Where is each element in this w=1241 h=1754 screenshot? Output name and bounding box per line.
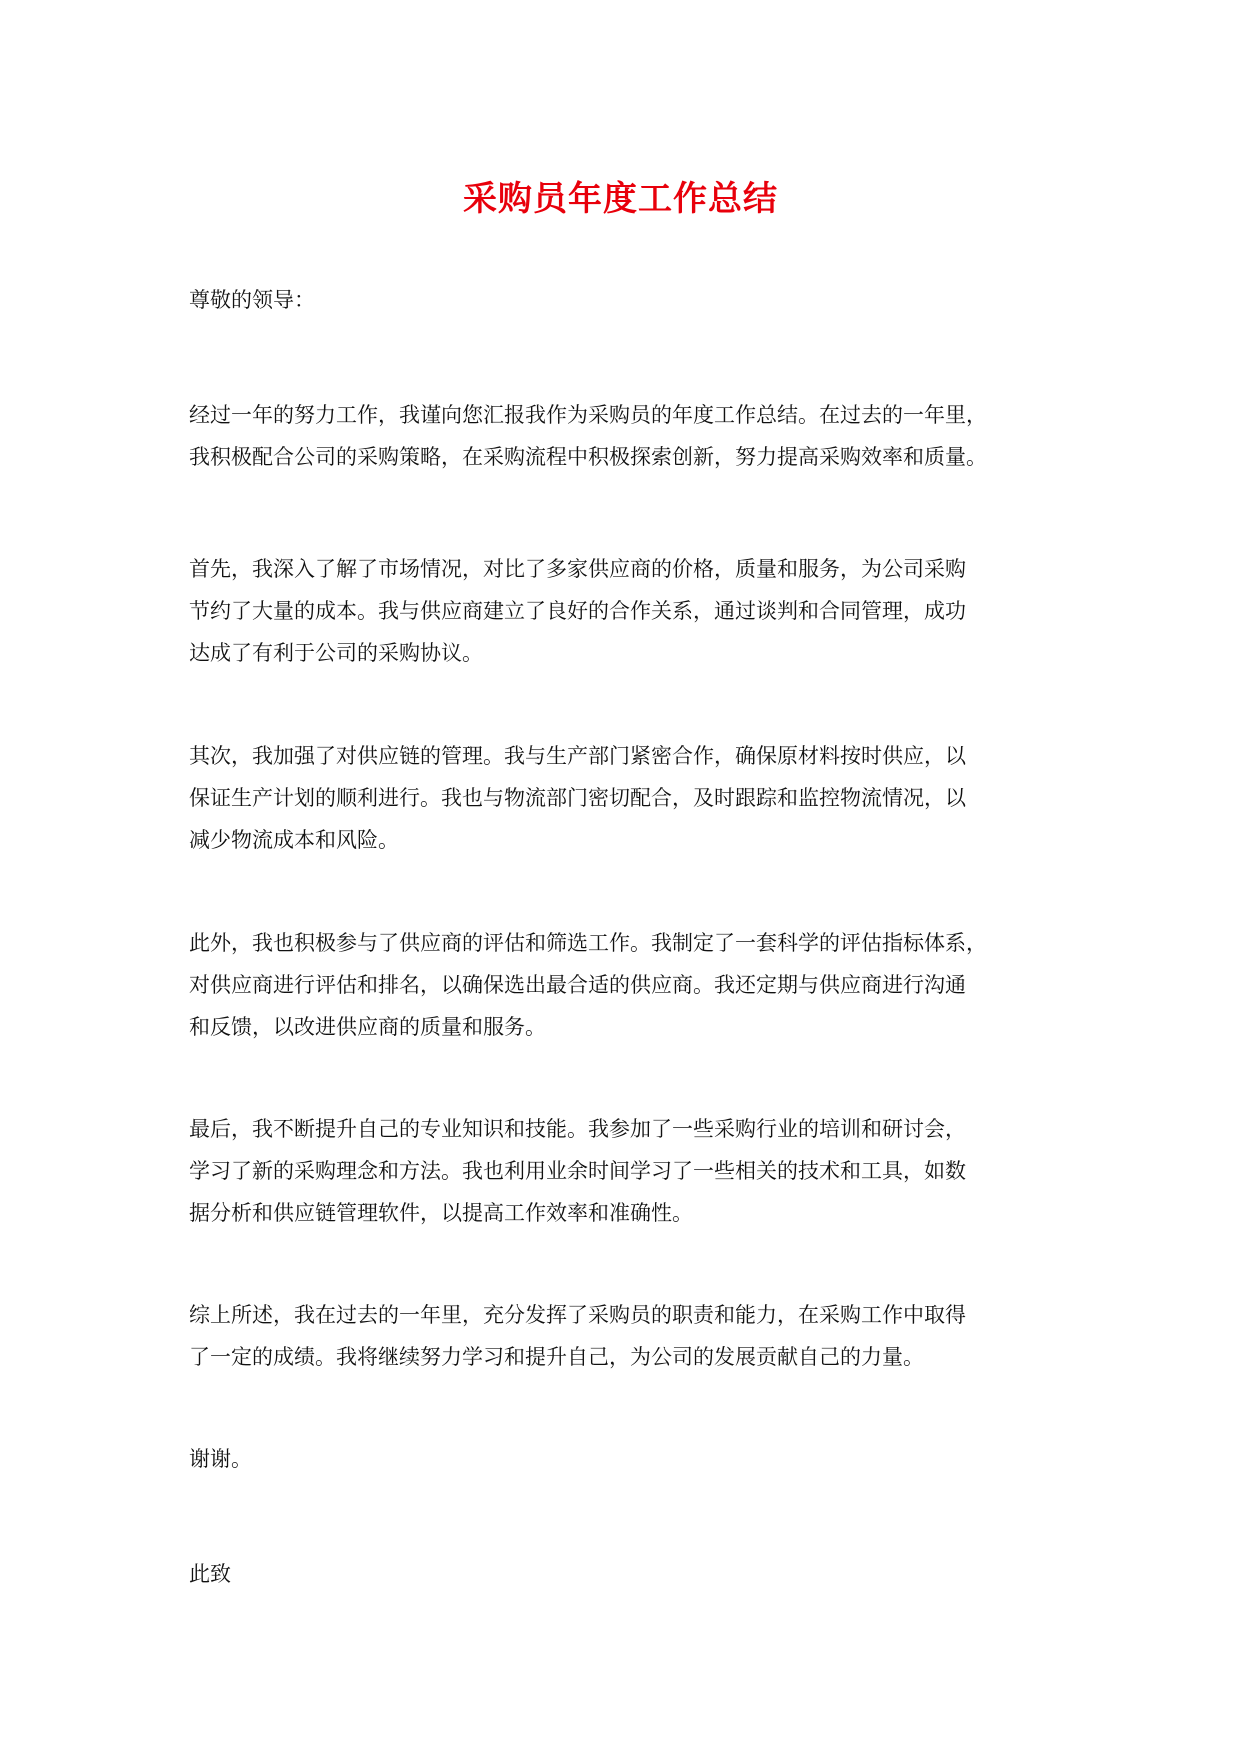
- text-line: 据分析和供应链管理软件，以提高工作效率和准确性。: [189, 1201, 693, 1225]
- closing-line: [189, 1553, 231, 1595]
- text-line: 达成了有利于公司的采购协议。: [189, 641, 483, 665]
- text-line: 其次，我加强了对供应链的管理。我与生产部门紧密合作，确保原材料按时供应，以: [189, 744, 966, 768]
- thanks-line: [189, 1438, 252, 1480]
- text-line: 对供应商进行评估和排名，以确保选出最合适的供应商。我还定期与供应商进行沟通: [189, 973, 966, 997]
- text-line: 此致: [189, 1562, 231, 1586]
- paragraph-intro: [189, 394, 987, 478]
- text-line: 了一定的成绩。我将继续努力学习和提升自己，为公司的发展贡献自己的力量。: [189, 1345, 924, 1369]
- text-line: 尊敬的领导：: [189, 288, 315, 312]
- text-line: 节约了大量的成本。我与供应商建立了良好的合作关系，通过谈判和合同管理，成功: [189, 599, 966, 623]
- text-line: 最后，我不断提升自己的专业知识和技能。我参加了一些采购行业的培训和研讨会，: [189, 1117, 966, 1141]
- text-line: 此外，我也积极参与了供应商的评估和筛选工作。我制定了一套科学的评估指标体系，: [189, 931, 987, 955]
- text-line: 综上所述，我在过去的一年里，充分发挥了采购员的职责和能力，在采购工作中取得: [189, 1303, 966, 1327]
- text-line: 我积极配合公司的采购策略，在采购流程中积极探索创新，努力提高采购效率和质量。: [189, 445, 987, 469]
- document-title: 采购员年度工作总结: [463, 179, 778, 219]
- text-line: 学习了新的采购理念和方法。我也利用业余时间学习了一些相关的技术和工具，如数: [189, 1159, 966, 1183]
- text-line: 和反馈，以改进供应商的质量和服务。: [189, 1015, 546, 1039]
- paragraph-fourth: [189, 1108, 966, 1234]
- paragraph-first: [189, 548, 966, 674]
- text-line: 经过一年的努力工作，我谨向您汇报我作为采购员的年度工作总结。在过去的一年里，: [189, 403, 987, 427]
- text-line: 保证生产计划的顺利进行。我也与物流部门密切配合，及时跟踪和监控物流情况，以: [189, 786, 966, 810]
- paragraph-second: [189, 735, 966, 861]
- salutation: [189, 279, 315, 321]
- paragraph-third: [189, 922, 987, 1048]
- paragraph-conclusion: [189, 1294, 966, 1378]
- text-line: 减少物流成本和风险。: [189, 828, 399, 852]
- text-line: 谢谢。: [189, 1447, 252, 1471]
- text-line: 首先，我深入了解了市场情况，对比了多家供应商的价格，质量和服务，为公司采购: [189, 557, 966, 581]
